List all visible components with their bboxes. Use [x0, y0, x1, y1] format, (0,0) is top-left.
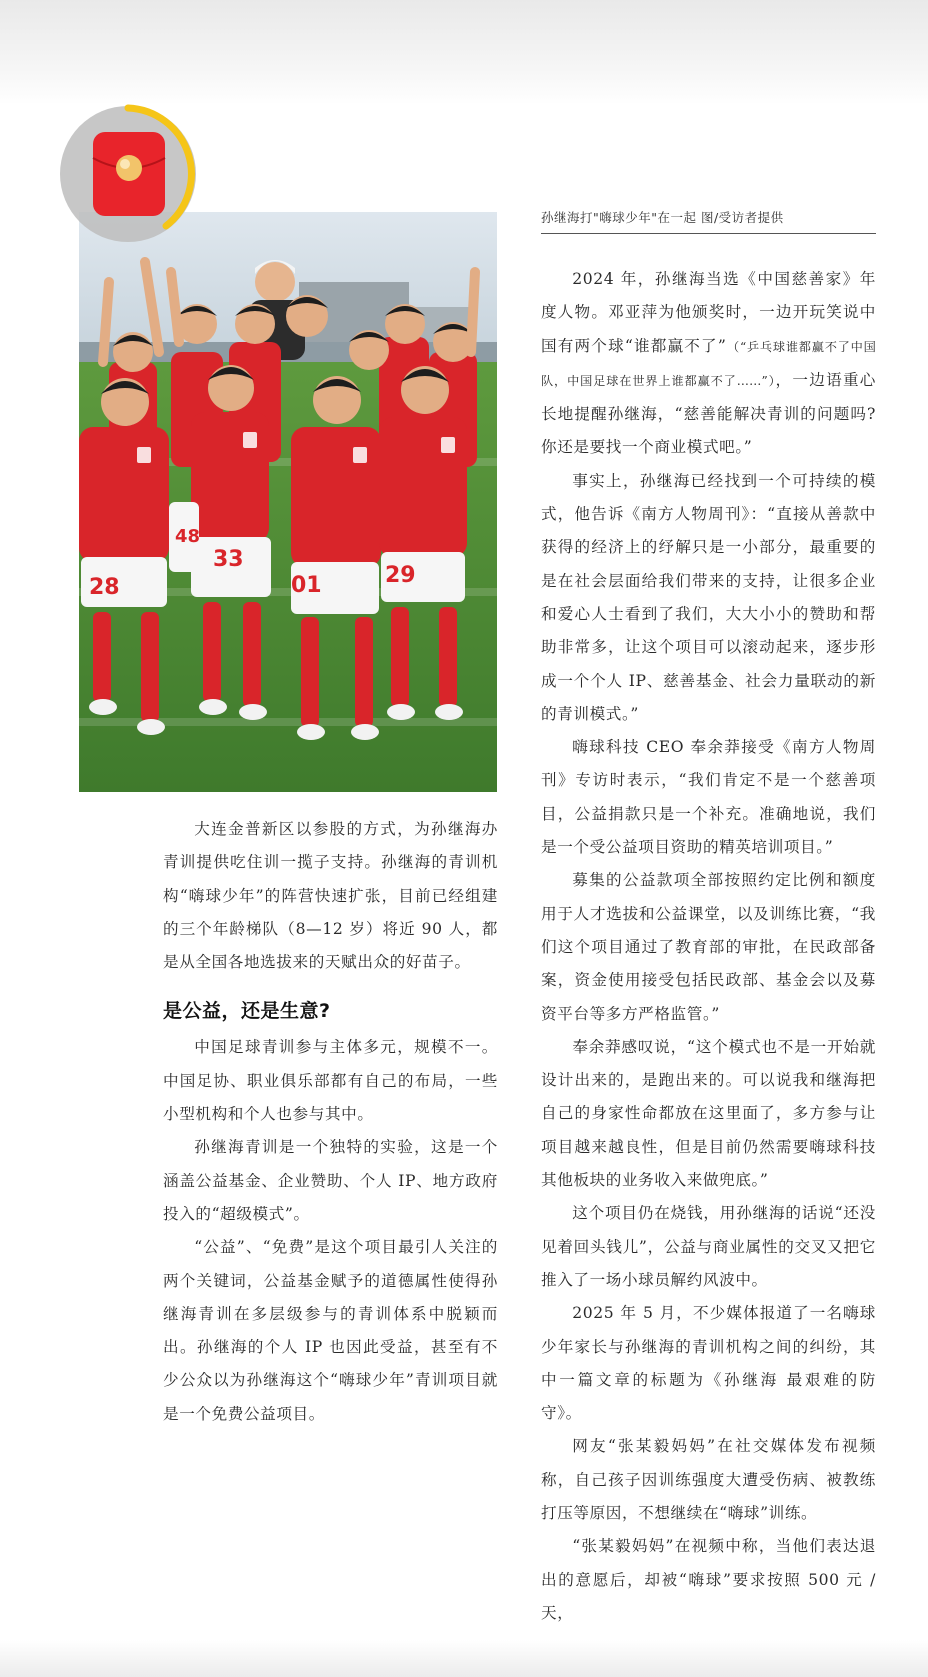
paragraph: 大连金普新区以参股的方式，为孙继海办青训提供吃住训一揽子支持。孙继海的青训机构“嗨球少年”的阵营快速扩张，目前已经组建的三个年龄梯队（8—12 岁）将近 90 人，都是从全国各地选拔来的天赋出众的好苗子。 [163, 820, 498, 972]
photo-caption-header: 孙继海打"嗨球少年"在一起 图/受访者提供 [541, 208, 876, 234]
jersey-number: 29 [385, 563, 416, 588]
jersey-number: 33 [213, 547, 244, 572]
paragraph [541, 263, 876, 465]
left-column [163, 813, 498, 1431]
jersey-number: 48 [175, 526, 201, 547]
red-envelope-icon [58, 104, 198, 244]
paragraph: 这个项目仍在烧钱，用孙继海的话说“还没见着回头钱儿”，公益与商业属性的交叉又把它推入了一场小球员解约风波中。 [541, 1204, 876, 1289]
paragraph: 事实上，孙继海已经找到一个可持续的模式，他告诉《南方人物周刊》：“直接从善款中获得的经济上的纾解只是一小部分，最重要的是在社会层面给我们带来的支持，让很多企业和爱心人士看到了我们，大大小小的赞助和帮助非常多，让这个项目可以滚动起来，逐步形成一个个人 IP、慈善基金、社会力量联动的新的青训模式。” [541, 471, 876, 723]
paragraph: 中国足球青训参与主体多元，规模不一。中国足协、职业俱乐部都有自己的布局，一些小型机构和个人也参与其中。 [163, 1038, 498, 1124]
paragraph: 募集的公益款项全部按照约定比例和额度用于人才选拔和公益课堂，以及训练比赛，“我们这个项目通过了教育部的审批，在民政部备案，资金使用接受包括民政部、基金会以及募资平台等多方严格监管。” [541, 871, 876, 1023]
paragraph: 奉余莽感叹说，“这个模式也不是一开始就设计出来的，是跑出来的。可以说我和继海把自己的身家性命都放在这里面了，多方参与让项目越来越良性，但是目前仍然需要嗨球科技其他板块的业务收入来做兜底。” [541, 1037, 876, 1190]
paragraph: “张某毅妈妈”在视频中称，当他们表达退出的意愿后，却被“嗨球”要求按照 500 元 / 天， [541, 1537, 876, 1622]
bottom-shade [0, 1640, 928, 1677]
red-envelope-widget[interactable] [58, 104, 198, 244]
jersey-number: 28 [89, 575, 120, 600]
paragraph-text: 2024 年，孙继海当选《中国慈善家》年度人物。邓亚萍为他颁奖时，一边开玩笑说中国有两个球“谁都赢不了” [541, 270, 876, 355]
top-status-shade [0, 0, 928, 105]
paragraph: 网友“张某毅妈妈”在社交媒体发布视频称，自己孩子因训练强度大遭受伤病、被教练打压等原因，不想继续在“嗨球”训练。 [541, 1437, 876, 1522]
paragraph: 嗨球科技 CEO 奉余莽接受《南方人物周刊》专访时表示，“我们肯定不是一个慈善项目，公益捐款只是一个补充。准确地说，我们是一个受公益项目资助的精英培训项目。” [541, 738, 876, 857]
inline-quote: （“乒乓球谁都赢不了中国队，中国足球在世界上谁都赢不了……”） [541, 339, 876, 388]
paragraph: 2025 年 5 月，不少媒体报道了一名嗨球少年家长与孙继海的青训机构之间的纠纷，其中一篇文章的标题为《孙继海 最艰难的防守》。 [541, 1304, 876, 1423]
paragraph: 孙继海青训是一个独特的实验，这是一个涵盖公益基金、企业赞助、个人 IP、地方政府投入的“超级模式”。 [163, 1138, 498, 1223]
jersey-number: 01 [291, 573, 322, 598]
team-photo [79, 212, 497, 792]
right-column [541, 263, 876, 1630]
paragraph-text: ，一边语重心长地提醒孙继海，“慈善能解决青训的问题吗? 你还是要找一个商业模式吧。” [541, 370, 876, 457]
paragraph: “公益”、“免费”是这个项目最引人关注的两个关键词，公益基金赋予的道德属性使得孙继海青训在多层级参与的青训体系中脱颖而出。孙继海的个人 IP 也因此受益，甚至有不少公众以为孙继海这个“嗨球少年”青训项目就是一个免费公益项目。 [163, 1238, 498, 1423]
section-title: 是公益，还是生意? [163, 1000, 331, 1023]
